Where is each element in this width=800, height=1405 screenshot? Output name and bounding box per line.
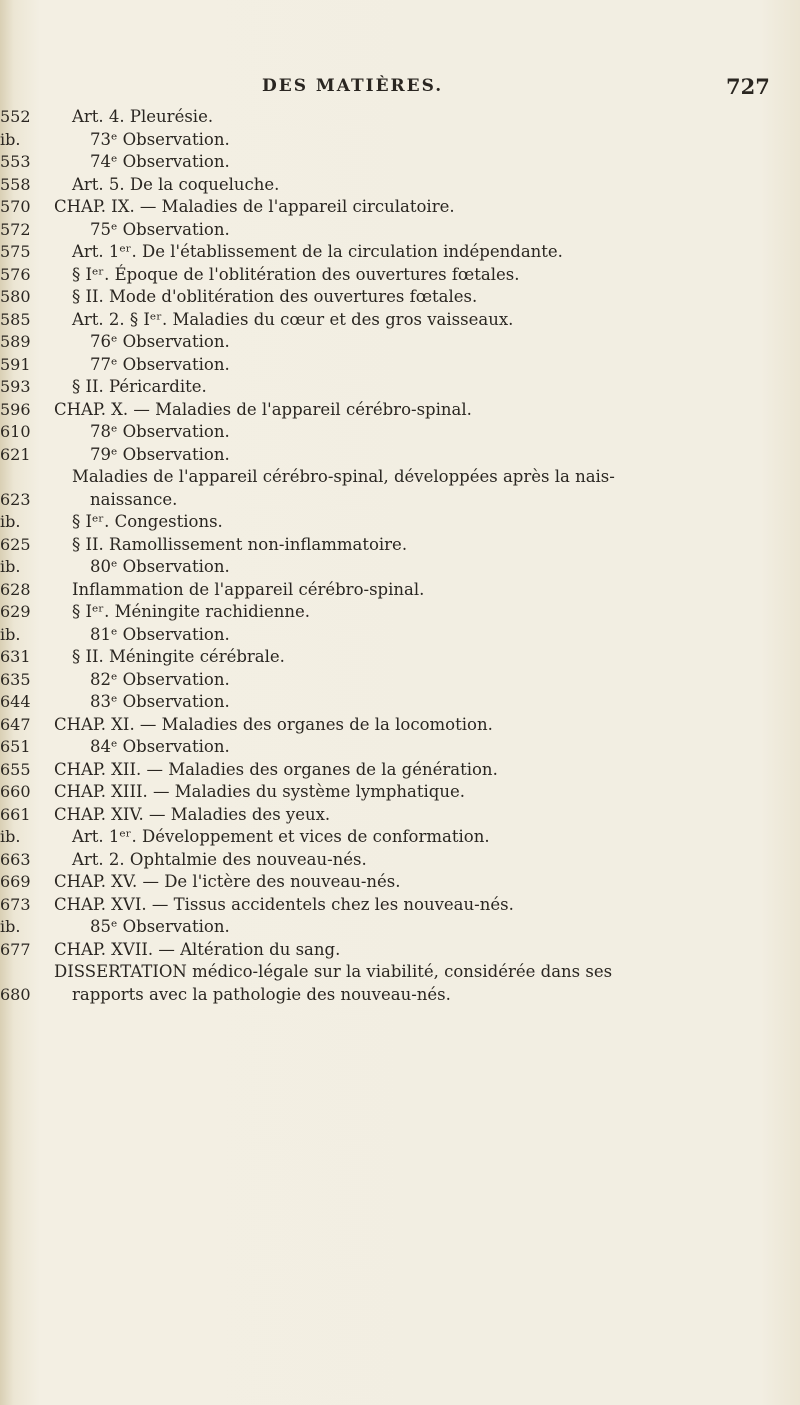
page-number: 727 [726,74,770,99]
toc-entry [0,444,800,467]
toc-entry-title: 78ᵉ Observation. [90,422,230,441]
toc-entry [0,961,800,984]
toc-entry-title: Art. 1ᵉʳ. De l'établissement de la circulation indépendante. [72,242,563,261]
running-title: DES MATIÈRES. [262,76,444,96]
toc-entry [0,624,800,647]
toc-entry-page: ib. [0,624,21,644]
toc-entry-title: 85ᵉ Observation. [90,917,230,936]
toc-entry-page: 635 [0,669,31,689]
toc-entry-title: Art. 5. De la coqueluche. [72,174,280,194]
toc-entry [0,579,800,602]
toc-entry-title: § Iᵉʳ. Époque de l'oblitération des ouvertures fœtales. [72,264,520,284]
toc-entry-title: CHAP. IX. — Maladies de l'appareil circulatoire. [54,197,455,216]
toc-entry-page: 572 [0,219,31,239]
toc-entry [0,804,800,827]
toc-entry-title: 74ᵉ Observation. [90,152,230,171]
toc-entry-page: 553 [0,152,31,171]
toc-entry [0,286,800,309]
toc-entry [0,894,800,917]
toc-entry-title: CHAP. XIII. — Maladies du système lymphatique. [54,782,465,801]
toc-entry-page: 575 [0,242,31,261]
toc-entry-title: Art. 4. Pleurésie. [72,107,214,126]
toc-entry [0,601,800,624]
toc-entry-title: § Iᵉʳ. Congestions. [72,512,223,531]
toc-entry-page: 651 [0,737,31,756]
toc-entry-title: 75ᵉ Observation. [90,219,230,239]
toc-entry-page: 655 [0,759,31,779]
toc-entry [0,399,800,422]
toc-entry [0,534,800,557]
toc-entry-title: 83ᵉ Observation. [90,692,230,711]
toc-entry-title: CHAP. XV. — De l'ictère des nouveau-nés. [54,872,401,891]
toc-entry [0,174,800,197]
toc-entry-title: 80ᵉ Observation. [90,557,230,576]
toc-entry-title: § II. Méningite cérébrale. [72,647,285,666]
toc-entry [0,331,800,354]
toc-entry [0,916,800,939]
toc-entry [0,984,800,1007]
toc-entry [0,106,800,129]
toc-entry-page: 661 [0,804,31,824]
toc-entry-title: Art. 2. § Iᵉʳ. Maladies du cœur et des gros vaisseaux. [72,309,514,329]
toc-entry-title: CHAP. XVII. — Altération du sang. [54,939,341,959]
toc-entry-page: 677 [0,939,31,959]
toc-entry-page: 631 [0,647,31,666]
toc-entry-title: Maladies de l'appareil cérébro-spinal, développées après la nais- [72,467,615,486]
toc-entry [0,714,800,737]
toc-entry-page: 625 [0,534,31,554]
toc-entry [0,646,800,669]
toc-entry-title: 81ᵉ Observation. [90,624,230,644]
toc-entry-title: 82ᵉ Observation. [90,669,230,689]
toc-entry-title: naissance. [90,489,178,509]
toc-entry-page: 580 [0,287,31,306]
page-header [0,76,800,106]
toc-entry-page: 570 [0,197,31,216]
toc-entry [0,511,800,534]
toc-entry [0,691,800,714]
toc-entry [0,489,800,512]
toc-entry-title: CHAP. X. — Maladies de l'appareil cérébro-spinal. [54,399,472,419]
toc-entry [0,849,800,872]
toc-entry [0,196,800,219]
toc-entry-page: ib. [0,512,21,531]
toc-entry-title: Inflammation de l'appareil cérébro-spinal. [72,579,425,599]
toc-entry-title: DISSERTATION médico-légale sur la viabilité, considérée dans ses [54,962,613,981]
toc-entry-page: 591 [0,354,31,374]
toc-entry [0,219,800,242]
table-of-contents [0,106,800,1006]
toc-entry-page: ib. [0,827,21,846]
toc-entry-page: 669 [0,872,31,891]
toc-entry [0,151,800,174]
toc-entry-title: Art. 1ᵉʳ. Développement et vices de conformation. [72,827,490,846]
toc-entry [0,241,800,264]
toc-entry-title: 84ᵉ Observation. [90,737,230,756]
toc-entry-title: Art. 2. Ophtalmie des nouveau-nés. [72,849,367,869]
toc-entry-page: 680 [0,984,31,1004]
toc-entry-title: rapports avec la pathologie des nouveau-nés. [72,984,451,1004]
toc-entry-title: CHAP. XI. — Maladies des organes de la locomotion. [54,714,493,734]
toc-entry [0,556,800,579]
toc-entry [0,669,800,692]
toc-entry-page: 596 [0,399,31,419]
toc-entry-page: 660 [0,782,31,801]
toc-entry-page: 589 [0,332,31,351]
toc-entry [0,736,800,759]
toc-entry-title: § II. Péricardite. [72,377,207,396]
toc-entry-title: CHAP. XVI. — Tissus accidentels chez les nouveau-nés. [54,894,514,914]
toc-entry-page: 623 [0,489,31,509]
toc-entry-title: 79ᵉ Observation. [90,444,230,464]
toc-entry-page: 610 [0,422,31,441]
toc-entry-page: 621 [0,444,31,464]
toc-entry-page: 558 [0,174,31,194]
toc-entry-page: 647 [0,714,31,734]
toc-entry-title: 73ᵉ Observation. [90,129,230,149]
toc-entry-page: 593 [0,377,31,396]
toc-entry-page: 673 [0,894,31,914]
toc-entry [0,376,800,399]
toc-entry-page: 629 [0,602,31,621]
toc-entry-page: 628 [0,579,31,599]
toc-entry [0,264,800,287]
toc-entry [0,781,800,804]
toc-entry-title: CHAP. XIV. — Maladies des yeux. [54,804,331,824]
toc-entry-title: 76ᵉ Observation. [90,332,230,351]
toc-entry-page: ib. [0,129,21,149]
toc-entry-page: 576 [0,264,31,284]
toc-entry-title: 77ᵉ Observation. [90,354,230,374]
toc-entry-page: 585 [0,309,31,329]
toc-entry-title: § II. Ramollissement non-inflammatoire. [72,534,408,554]
toc-entry [0,466,800,489]
toc-entry-page: ib. [0,917,21,936]
toc-entry-title: § Iᵉʳ. Méningite rachidienne. [72,602,311,621]
toc-entry [0,309,800,332]
toc-entry-title: § II. Mode d'oblitération des ouvertures fœtales. [72,287,478,306]
toc-entry [0,759,800,782]
toc-entry [0,871,800,894]
toc-entry [0,421,800,444]
toc-entry-page: 663 [0,849,31,869]
toc-entry-page: 644 [0,692,31,711]
toc-entry-title: CHAP. XII. — Maladies des organes de la génération. [54,759,498,779]
toc-entry [0,129,800,152]
toc-entry [0,939,800,962]
toc-entry [0,354,800,377]
toc-entry-page: 552 [0,107,31,126]
toc-entry-page: ib. [0,557,21,576]
toc-entry [0,826,800,849]
